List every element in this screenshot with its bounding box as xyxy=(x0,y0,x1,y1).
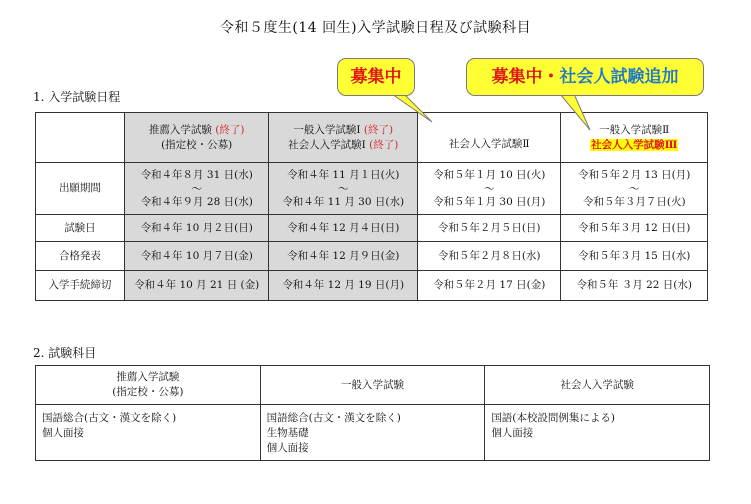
date-cell: 令和５年２月５日(日) xyxy=(417,215,561,242)
header-shakaijin1-label: 社会人入学試験Ⅰ xyxy=(288,138,366,151)
row-label: 合格発表 xyxy=(36,242,125,271)
callout-recruiting xyxy=(337,58,415,96)
callout-recruiting-text: 募集中 xyxy=(491,67,543,87)
date-cell: 令和５年 ３月 22 日(水) xyxy=(561,271,708,301)
tilde: ～ xyxy=(483,182,495,195)
row-label: 出願期間 xyxy=(36,163,125,215)
callout-added-text: 社会人試験追加 xyxy=(559,67,679,87)
date-cell: 令和５年２月８日(水) xyxy=(417,242,561,271)
callout-dot: ・ xyxy=(542,67,560,87)
subjects-header-row xyxy=(36,366,710,405)
period-from: 令和５年２月 13 日(月) xyxy=(578,168,691,181)
date-cell: 令和５年２月 17 日(金) xyxy=(417,271,561,301)
subjects-header-suisen-label: 推薦入学試験 xyxy=(116,371,180,383)
date-cell: 令和４年 12 月 19 日(月) xyxy=(269,271,417,301)
date-cell: 令和４年 12 月４日(日) xyxy=(269,215,417,242)
subjects-header-shakaijin: 社会人入学試験 xyxy=(485,366,710,405)
date-cell: 令和４年 12 月９日(金) xyxy=(269,242,417,271)
period-to: 令和４年 11 月 30 日(水) xyxy=(282,195,405,208)
header-ippan1-label: 一般入学試験Ⅰ xyxy=(293,123,361,136)
callout-pointer-1 xyxy=(392,94,432,122)
date-cell: 令和４年 10 月２日(日) xyxy=(124,215,269,242)
subjects-header-suisen xyxy=(36,366,261,405)
date-cell: 令和４年 10 月７日(金) xyxy=(124,242,269,271)
tilde: ～ xyxy=(191,182,202,195)
subjects-header-ippan: 一般入学試験 xyxy=(260,366,485,405)
tilde: ～ xyxy=(337,182,349,195)
subject-item: 国語総合(古文・漢文を除く) xyxy=(266,412,401,424)
subjects-heading: 2. 試験科目 xyxy=(33,346,97,360)
header-suisen-sub: (指定校・公募) xyxy=(161,138,233,151)
subject-item: 個人面接 xyxy=(266,442,309,454)
schedule-heading: 1. 入学試験日程 xyxy=(33,90,121,104)
callout-pointer-2 xyxy=(560,94,590,130)
subject-item: 生物基礎 xyxy=(266,427,309,439)
tilde: ～ xyxy=(628,182,640,195)
status-finished: (終了) xyxy=(369,138,399,151)
period-to: 令和４年９月 28 日(水) xyxy=(140,195,253,208)
subjects-cell xyxy=(36,405,261,461)
period-to: 令和５年１月 30 日(月) xyxy=(433,195,546,208)
subjects-table xyxy=(35,365,710,461)
header-ippan2-label: 一般入学試験Ⅱ xyxy=(599,123,670,136)
header-shakaijin3-label: 社会人入学試験Ⅲ xyxy=(591,138,678,151)
row-label: 入学手続締切 xyxy=(36,271,125,301)
header-shakaijin2-label: 社会人入学試験Ⅱ xyxy=(448,138,530,150)
subjects-cell xyxy=(260,405,485,461)
period-to: 令和５年３月７日(火) xyxy=(582,195,686,208)
subjects-cell xyxy=(485,405,710,461)
status-finished: (終了) xyxy=(363,123,394,136)
date-cell: 令和５年３月 15 日(水) xyxy=(561,242,708,271)
period-from: 令和４年 11 月１日(火) xyxy=(287,168,400,181)
period-from: 令和５年１月 10 日(火) xyxy=(433,168,546,181)
table-row xyxy=(36,405,710,461)
period-from: 令和４年８月 31 日(水) xyxy=(140,168,253,181)
status-finished: (終了) xyxy=(215,123,245,136)
subject-item: 個人面接 xyxy=(491,427,534,439)
callout-recruiting-added xyxy=(466,58,704,96)
date-cell: 令和５年３月 12 日(日) xyxy=(561,215,708,242)
row-label: 試験日 xyxy=(36,215,125,242)
date-cell: 令和４年 10 月 21 日 (金) xyxy=(124,271,269,301)
subjects-header-suisen-sub: (指定校・公募) xyxy=(112,386,184,398)
subject-item: 国語(本校設問例集による) xyxy=(491,412,616,424)
page-title: 令和５度生(14 回生)入学試験日程及び試験科目 xyxy=(219,20,532,36)
subject-item: 個人面接 xyxy=(42,427,84,439)
header-suisen-label: 推薦入学試験 xyxy=(148,123,212,136)
callout-recruiting-text: 募集中 xyxy=(350,67,402,87)
subject-item: 国語総合(古文・漢文を除く) xyxy=(42,412,177,424)
